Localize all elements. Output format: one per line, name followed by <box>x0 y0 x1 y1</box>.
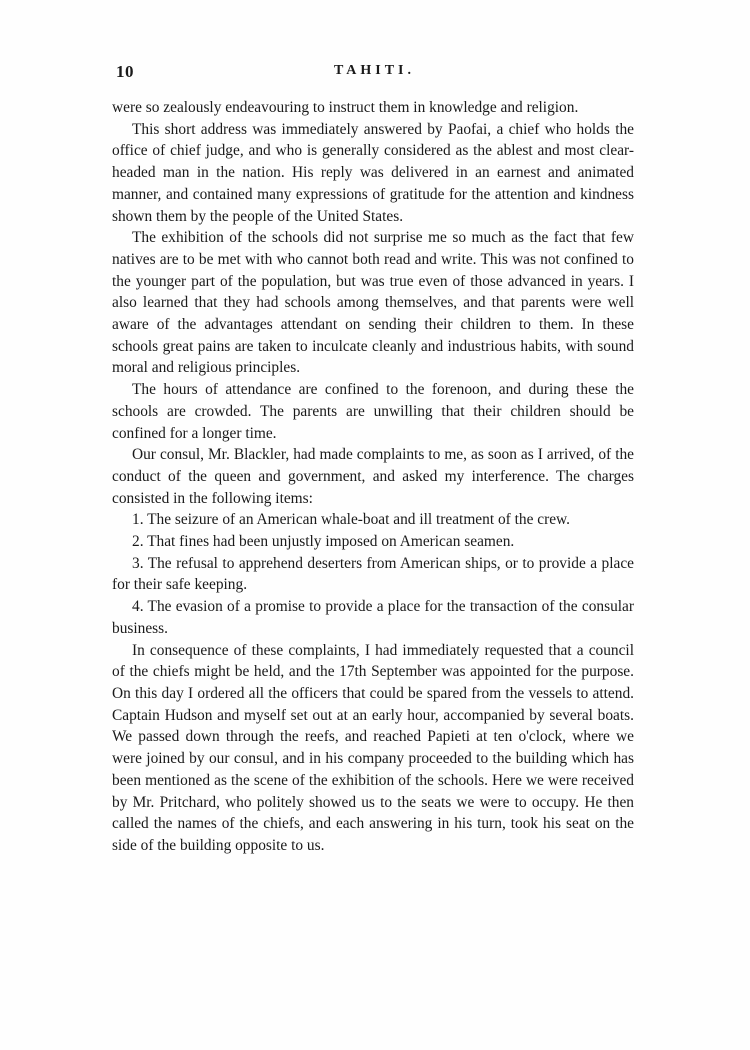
page-header <box>112 62 637 84</box>
paragraph: This short address was immediately answered by Paofai, a chief who holds the office of chief judge, and who is generally considered as the ablest and most clear-headed man in the nation. His reply was delivered in an earnest and animated manner, and contained many expressions of gratitude for the attention and kindness shown them by the people of the United States. <box>112 120 634 225</box>
list-item: 3. The refusal to apprehend deserters from American ships, or to provide a place for their safe keeping. <box>112 554 634 594</box>
list-item: 1. The seizure of an American whale-boat and ill treatment of the crew. <box>132 511 571 529</box>
paragraph: The exhibition of the schools did not surprise me so much as the fact that few natives are to be met with who cannot both read and write. This was not confined to the younger part of the population, but was true even of those advanced in years. I also learned that they had schools among themselves, and that parents were well aware of the advantages attendant on sending their children to them. In these schools great pains are taken to inculcate cleanly and industrious habits, with sound moral and religious principles. <box>112 229 634 377</box>
body-text <box>112 97 634 857</box>
paragraph: were so zealously endeavouring to instruct them in knowledge and religion. <box>112 99 579 116</box>
paragraph: The hours of attendance are confined to the forenoon, and during these the schools are crowded. The parents are unwilling that their children should be confined for a longer time. <box>112 381 634 442</box>
running-title: TAHITI. <box>333 63 416 78</box>
paragraph: In consequence of these complaints, I had immediately requested that a council of the chiefs might be held, and the 17th September was appointed for the purpose. On this day I ordered all the officers that could be spared from the vessels to attend. Captain Hudson and myself set out at an early hour, accompanied by several boats. We passed down through the reefs, and reached Papieti at ten o'clock, where we were joined by our consul, and in his company proceeded to the building which has been mentioned as the scene of the exhibition of the schools. Here we were received by Mr. Pritchard, who politely showed us to the seats we were to occupy. He then called the names of the chiefs, and each answering in his turn, took his seat on the side of the building opposite to us. <box>112 641 634 854</box>
list-item: 4. The evasion of a promise to provide a place for the transaction of the consular business. <box>112 598 634 637</box>
list-item: 2. That fines had been unjustly imposed on American seamen. <box>132 533 515 551</box>
page-number: 10 <box>116 62 134 81</box>
paragraph: Our consul, Mr. Blackler, had made complaints to me, as soon as I arrived, of the conduct of the queen and government, and asked my interference. The charges consisted in the following items: <box>112 446 634 507</box>
